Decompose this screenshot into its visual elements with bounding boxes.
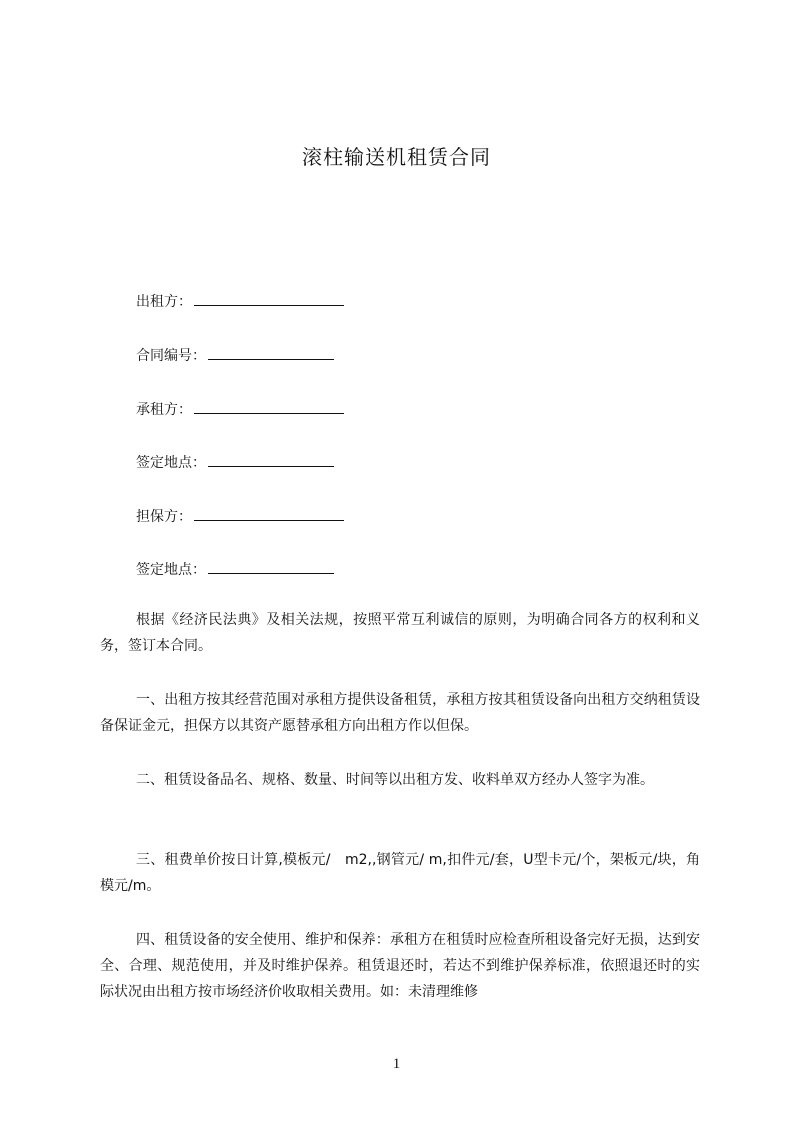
clause-1-paragraph: 一、出租方按其经营范围对承租方提供设备租赁，承租方按其租赁设备向出租方交纳租赁设备保证金元，担保方以其资产愿替承租方向出租方作以但保。: [100, 692, 700, 734]
guarantor-blank: [194, 506, 344, 521]
lessee-blank: [194, 399, 344, 414]
contract-number-field: [136, 345, 334, 366]
contract-number-blank: [208, 345, 334, 360]
signing-place-label-2: 签定地点：: [136, 562, 206, 578]
signing-place-blank: [208, 452, 334, 467]
preamble-paragraph: 根据《经济民法典》及相关法规，按照平常互利诚信的原则，为明确合同各方的权利和义务，签订本合同。: [100, 612, 700, 654]
lessee-label: 承租方：: [136, 402, 192, 418]
contract-title: 滚柱输送机租赁合同: [302, 145, 491, 169]
signing-place-blank-2: [208, 559, 334, 574]
lessor-blank: [194, 291, 344, 306]
signing-place-field: [136, 452, 334, 473]
lessor-field: [136, 291, 344, 312]
signing-place-field-2: [136, 559, 334, 580]
contract-number-label: 合同编号：: [136, 348, 206, 364]
page-number: 1: [392, 1056, 401, 1072]
clause-2-paragraph: 二、租赁设备品名、规格、数量、时间等以出租方发、收料单双方经办人签字为准。: [136, 772, 654, 788]
guarantor-label: 担保方：: [136, 509, 192, 525]
lessor-label: 出租方：: [136, 294, 192, 310]
clause-3-paragraph: 三、租费单价按日计算,模板元/ m2,,钢管元/ m,扣件元/套，U型卡元/个，架板元/块，角模元/m。: [100, 852, 700, 894]
clause-4-paragraph: 四、租赁设备的安全使用、维护和保养：承租方在租赁时应检查所租设备完好无损，达到安全、合理、规范使用，并及时维护保养。租赁退还时，若达不到维护保养标准，依照退还时的实际状况由出租方按市场经济价收取相关费用。如：未清理维修: [100, 932, 700, 1000]
guarantor-field: [136, 506, 344, 527]
lessee-field: [136, 399, 344, 420]
signing-place-label: 签定地点：: [136, 455, 206, 471]
